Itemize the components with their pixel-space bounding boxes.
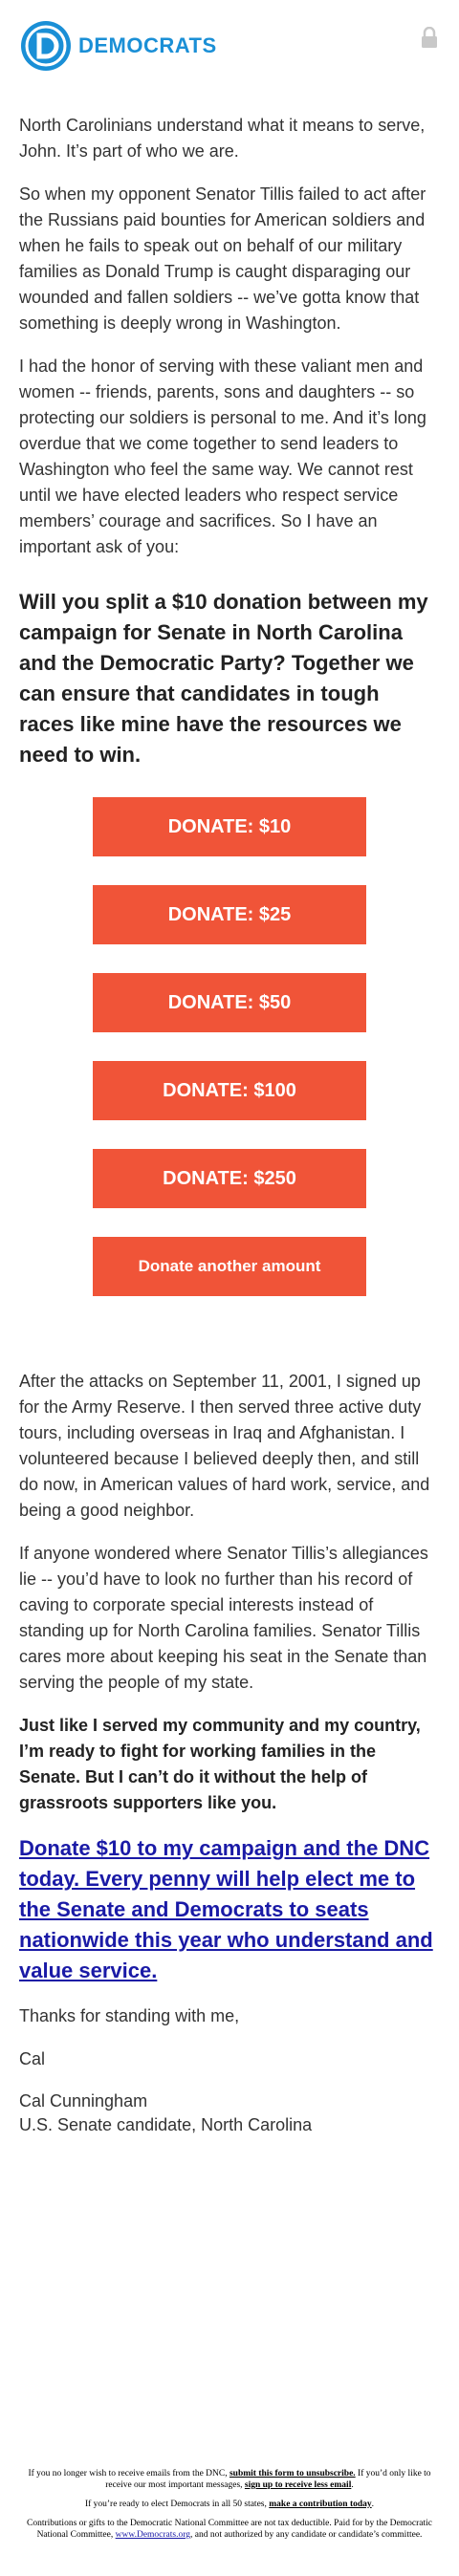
paragraph-army-reserve: After the attacks on September 11, 2001, I signed up for the Army Reserve. I then served three active duty tours, including overseas in Iraq and Afghanistan. I volunteered because I believed deeply then, and still do now, in American values of hard work, service, and being a good neighbor. bbox=[19, 1372, 430, 1520]
democrats-logo[interactable] bbox=[21, 21, 217, 71]
contribution-link[interactable]: make a contribution today bbox=[269, 2500, 372, 2509]
donate-250-button[interactable]: DONATE: $250 bbox=[93, 1149, 366, 1208]
donate-button-group bbox=[19, 797, 440, 1325]
footer-unsubscribe: If you no longer wish to receive emails from the DNC, submit this form to unsubscribe. If you’d only like to receive our most important messages, sign up to receive less email. bbox=[28, 2469, 431, 2490]
footer-elect: If you’re ready to elect Democrats in all 50 states, make a contribution today. bbox=[84, 2500, 375, 2509]
footer-legal-post-text: , and not authorized by any candidate or candidate’s committee. bbox=[189, 2530, 423, 2540]
donate-other-amount-button[interactable]: Donate another amount bbox=[93, 1237, 366, 1296]
donate-50-button[interactable]: DONATE: $50 bbox=[93, 973, 366, 1032]
unsubscribe-link[interactable]: submit this form to unsubscribe. bbox=[229, 2469, 356, 2479]
less-email-link[interactable]: sign up to receive less email bbox=[244, 2480, 352, 2490]
email-body bbox=[0, 113, 459, 2137]
signature-title: U.S. Senate candidate, North Carolina bbox=[19, 2115, 313, 2134]
donate-100-button[interactable]: DONATE: $100 bbox=[93, 1061, 366, 1120]
lock-icon bbox=[421, 27, 438, 48]
paragraph-service: I had the honor of serving with these valiant men and women -- friends, parents, sons and daughters -- so protecting our soldiers is personal to me. And it’s long overdue that we come together to send leaders to Washington who feel the same way. We cannot rest until we have elected leaders who respect service members’ courage and sacrifices. So I have an important ask of you: bbox=[19, 357, 426, 556]
democrats-site-link[interactable]: www.Democrats.org bbox=[115, 2530, 190, 2540]
donate-link-paragraph bbox=[19, 1833, 440, 1986]
donate-10-button[interactable]: DONATE: $10 bbox=[93, 797, 366, 856]
logo-wordmark: DEMOCRATS bbox=[78, 33, 217, 57]
signature-full-name: Cal Cunningham bbox=[19, 2091, 148, 2111]
footer-elect-text: If you’re ready to elect Democrats in all 50 states, bbox=[84, 2500, 267, 2509]
donate-10-link[interactable]: Donate $10 to my campaign and the DNC today. Every penny will help elect me to the Senate and Democrats to seats nationwide this year who understand and value service. bbox=[19, 1836, 433, 1982]
footer-less-email-text: If you’d only like to receive our most important messages, bbox=[105, 2469, 431, 2490]
donation-ask: Will you split a $10 donation between my campaign for Senate in North Carolina and the Democratic Party? Together we can ensure that candidates in tough races like mine have the resources we need to win. bbox=[19, 590, 428, 767]
paragraph-grassroots: Just like I served my community and my country, I’m ready to fight for working families in the Senate. But I can’t do it without the help of grassroots supporters like you. bbox=[19, 1716, 421, 1812]
signature-block bbox=[19, 2003, 440, 2137]
email-footer bbox=[0, 2468, 459, 2548]
donate-25-button[interactable]: DONATE: $25 bbox=[93, 885, 366, 944]
email-header bbox=[0, 0, 459, 96]
paragraph-tillis-failure: So when my opponent Senator Tillis failed to act after the Russians paid bounties for American soldiers and when he fails to speak out on behalf of our military families as Donald Trump is caught disparaging our wounded and fallen soldiers -- we’ve gotta know that something is deeply wrong in Washington. bbox=[19, 184, 426, 333]
paragraph-allegiances: If anyone wondered where Senator Tillis’s allegiances lie -- you’d have to look no further than his record of caving to corporate special interests instead of standing up for North Carolina families. Senator Tillis cares more about keeping his seat in the Senate than serving the people of my state. bbox=[19, 1544, 428, 1692]
footer-unsub-text: If you no longer wish to receive emails from the DNC, bbox=[28, 2469, 228, 2479]
footer-legal-text: Contributions or gifts to the Democratic National Committee are not tax deductible. Paid for by the Democratic National Committee, bbox=[27, 2519, 432, 2540]
paragraph-intro: North Carolinians understand what it means to serve, John. It’s part of who we are. bbox=[19, 116, 426, 161]
signature-first-name: Cal bbox=[19, 2049, 46, 2068]
closing-line: Thanks for standing with me, bbox=[19, 2006, 240, 2025]
footer-legal bbox=[23, 2518, 436, 2541]
logo-d-icon bbox=[21, 21, 71, 71]
